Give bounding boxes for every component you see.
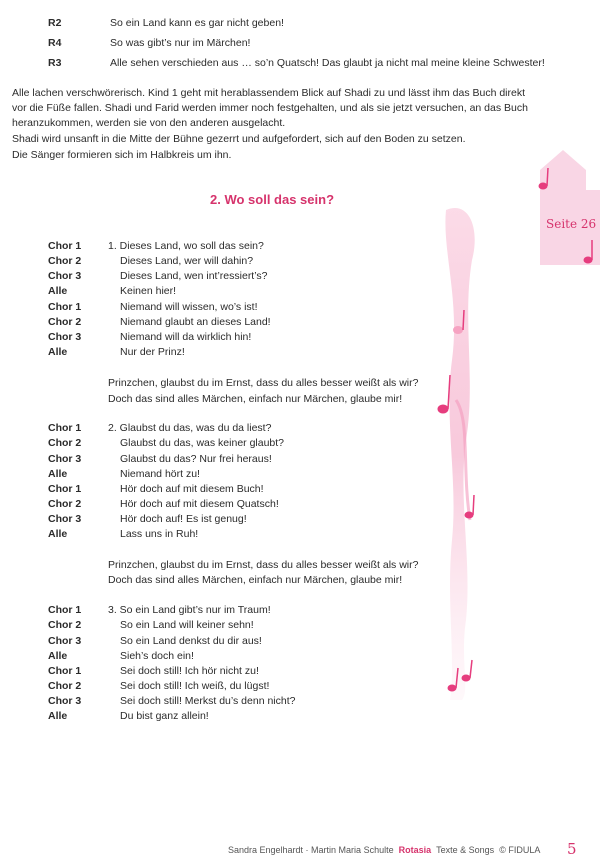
speaker-label: Alle bbox=[48, 710, 68, 722]
speaker-label: Chor 3 bbox=[48, 270, 82, 282]
lyric-line: Hör doch auf mit diesem Buch! bbox=[120, 483, 264, 495]
lyric-line: Sei doch still! Ich hör nicht zu! bbox=[120, 665, 259, 677]
song-title: 2. Wo soll das sein? bbox=[210, 192, 335, 207]
speaker-label: Chor 1 bbox=[48, 483, 82, 495]
speaker-label: Chor 2 bbox=[48, 619, 82, 631]
chorus-line: Doch das sind alles Märchen, einfach nur Märchen, glaube mir! bbox=[108, 574, 403, 586]
lyric-line: Glaubst du das? Nur frei heraus! bbox=[120, 453, 272, 465]
lyric-line: Hör doch auf! Es ist genug! bbox=[120, 513, 247, 525]
lyric-line: Sei doch still! Merkst du’s denn nicht? bbox=[120, 695, 296, 707]
speaker-label: Chor 2 bbox=[48, 680, 82, 692]
speaker-label: Chor 3 bbox=[48, 695, 82, 707]
speaker-label: Chor 1 bbox=[48, 422, 82, 434]
direction-line: vor die Füße fallen. Shadi und Farid werden immer noch festgehalten, und als sie jetzt versuchen, an das Buch bbox=[12, 102, 528, 114]
direction-line: heranzukommen, werden sie von den anderen ausgelacht. bbox=[12, 117, 286, 129]
lyric-line: Du bist ganz allein! bbox=[120, 710, 209, 722]
lyric-line: Niemand glaubt an dieses Land! bbox=[120, 316, 271, 328]
lyric-line: So ein Land will keiner sehn! bbox=[120, 619, 254, 631]
footer-brand: Rotasia bbox=[398, 845, 432, 855]
lyric-line: Keinen hier! bbox=[120, 285, 177, 297]
lyric-line: 2. Glaubst du das, was du da liest? bbox=[108, 422, 272, 434]
speaker-label: R4 bbox=[48, 37, 62, 49]
speaker-label: Chor 1 bbox=[48, 240, 82, 252]
speaker-label: Chor 2 bbox=[48, 316, 82, 328]
speaker-label: R2 bbox=[48, 17, 62, 29]
speaker-label: Chor 2 bbox=[48, 437, 82, 449]
page-number: 5 bbox=[567, 840, 577, 858]
lyric-line: 3. So ein Land gibt’s nur im Traum! bbox=[108, 604, 271, 616]
intro-line: So was gibt’s nur im Märchen! bbox=[110, 37, 251, 49]
speaker-label: Chor 2 bbox=[48, 498, 82, 510]
speaker-label: Chor 3 bbox=[48, 513, 82, 525]
side-tab-label: Seite 26 bbox=[546, 217, 597, 231]
speaker-label: Alle bbox=[48, 285, 68, 297]
direction-line: Die Sänger formieren sich im Halbkreis um ihn. bbox=[12, 149, 232, 161]
lyric-line: Dieses Land, wen int’ressiert’s? bbox=[120, 270, 268, 282]
page-footer bbox=[228, 845, 540, 855]
speaker-label: Chor 3 bbox=[48, 453, 82, 465]
footer-section: Texte & Songs bbox=[436, 845, 495, 855]
speaker-label: Chor 3 bbox=[48, 635, 82, 647]
speaker-label: Alle bbox=[48, 468, 68, 480]
lyric-line: Sei doch still! Ich weiß, du lügst! bbox=[120, 680, 270, 692]
speaker-label: Alle bbox=[48, 528, 68, 540]
lyric-line: So ein Land denkst du dir aus! bbox=[120, 635, 262, 647]
speaker-label: Alle bbox=[48, 346, 68, 358]
chorus-line: Prinzchen, glaubst du im Ernst, dass du alles besser weißt als wir? bbox=[108, 377, 419, 389]
speaker-label: Chor 3 bbox=[48, 331, 82, 343]
speaker-label: Chor 1 bbox=[48, 665, 82, 677]
speaker-label: R3 bbox=[48, 57, 62, 69]
speaker-label: Alle bbox=[48, 650, 68, 662]
footer-publisher: © FIDULA bbox=[499, 845, 541, 855]
direction-line: Alle lachen verschwörerisch. Kind 1 geht mit herablassendem Blick auf Shadi zu und lässt ihm das Buch direkt bbox=[12, 87, 526, 99]
lyric-line: Lass uns in Ruh! bbox=[120, 528, 199, 540]
lyric-line: Hör doch auf mit diesem Quatsch! bbox=[120, 498, 279, 510]
lyric-line: Sieh’s doch ein! bbox=[120, 650, 194, 662]
footer-authors: Sandra Engelhardt · Martin Maria Schulte bbox=[228, 845, 394, 855]
lyric-line: 1. Dieses Land, wo soll das sein? bbox=[108, 240, 264, 252]
direction-line: Shadi wird unsanft in die Mitte der Bühne gezerrt und aufgefordert, sich auf den Boden zu setzen. bbox=[12, 133, 466, 145]
intro-line: So ein Land kann es gar nicht geben! bbox=[110, 17, 284, 29]
lyric-line: Niemand hört zu! bbox=[120, 468, 200, 480]
lyric-line: Niemand will da wirklich hin! bbox=[120, 331, 252, 343]
speaker-label: Chor 1 bbox=[48, 301, 82, 313]
lyric-line: Niemand will wissen, wo’s ist! bbox=[120, 301, 258, 313]
chorus-line: Prinzchen, glaubst du im Ernst, dass du alles besser weißt als wir? bbox=[108, 559, 419, 571]
lyric-line: Glaubst du das, was keiner glaubt? bbox=[120, 437, 285, 449]
intro-line: Alle sehen verschieden aus … so’n Quatsch! Das glaubt ja nicht mal meine kleine Schwester! bbox=[110, 57, 545, 69]
lyric-line: Nur der Prinz! bbox=[120, 346, 185, 358]
lyric-line: Dieses Land, wer will dahin? bbox=[120, 255, 254, 267]
speaker-label: Chor 1 bbox=[48, 604, 82, 616]
speaker-label: Chor 2 bbox=[48, 255, 82, 267]
chorus-line: Doch das sind alles Märchen, einfach nur Märchen, glaube mir! bbox=[108, 393, 403, 405]
